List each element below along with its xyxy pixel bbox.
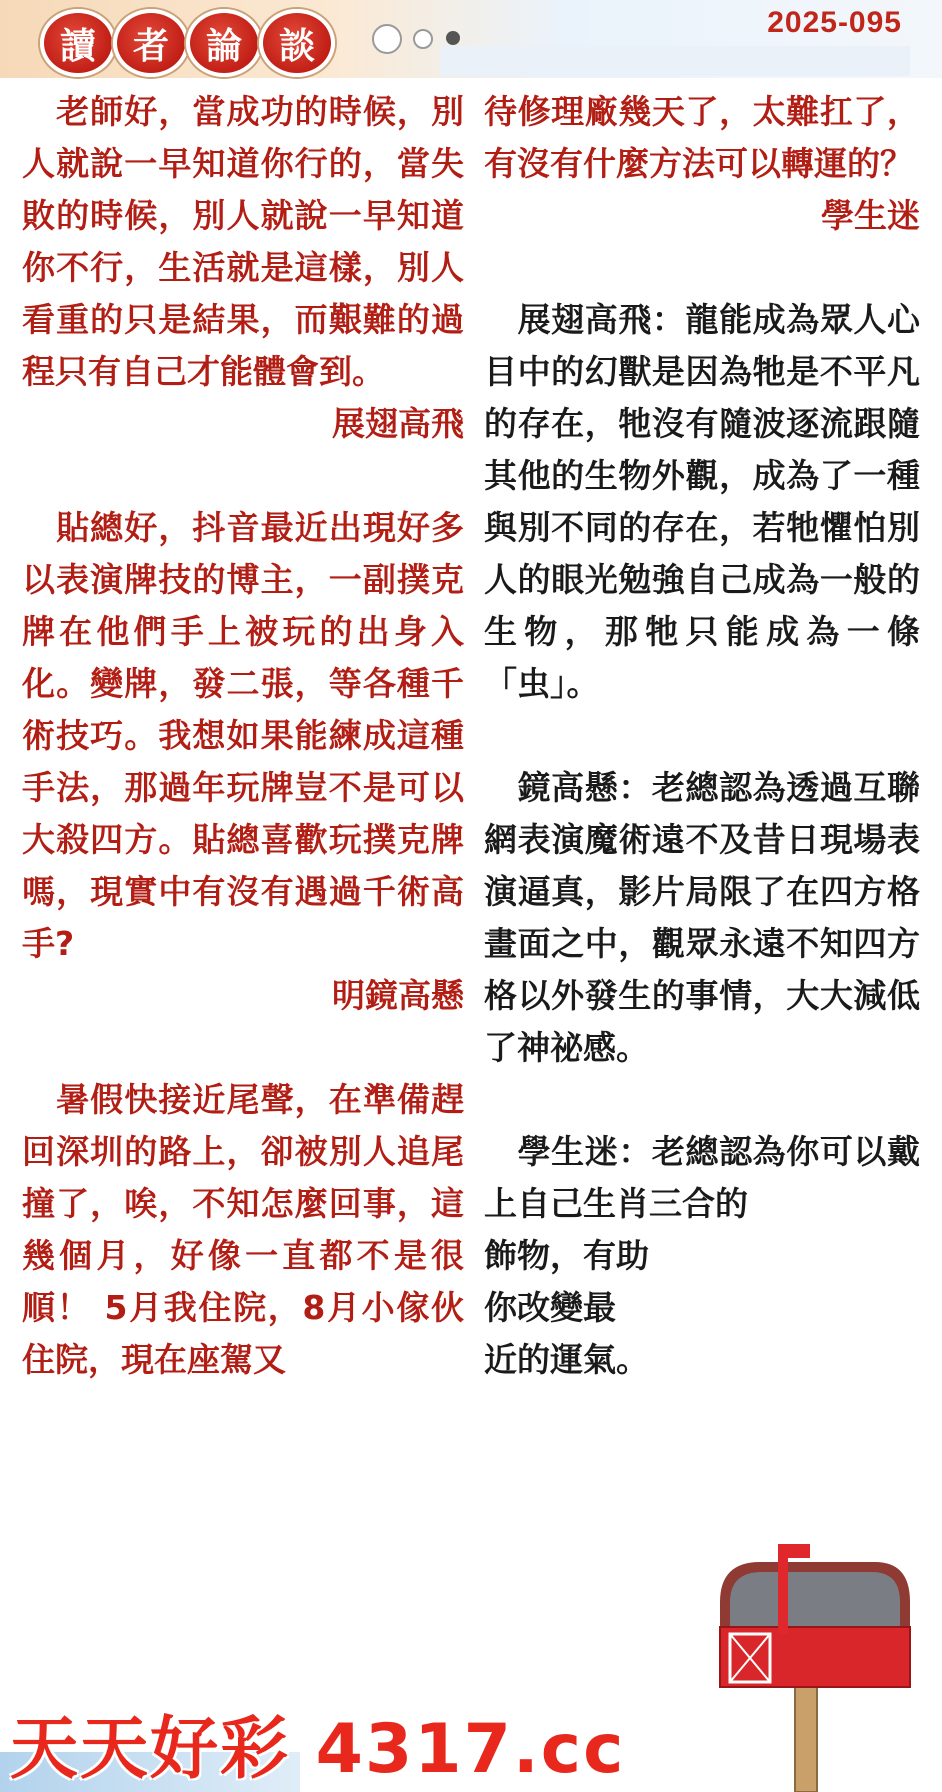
reply-3-line-1: 學生迷：老總認為你可以戴上自己生肖三合的: [484, 1132, 920, 1223]
question-1: 老師好，當成功的時候，別人就說一早知道你行的，當失敗的時候，別人就說一早知道你不行，生活就是這樣，別人看重的只是結果，而艱難的過程只有自己才能體會到。: [22, 92, 464, 391]
left-column: [22, 86, 464, 1386]
right-column: [484, 86, 920, 1386]
reply-3: [484, 1126, 920, 1386]
reply-3-line-3: 你改變最: [484, 1288, 616, 1327]
issue-number: 2025-095: [767, 6, 902, 39]
mailbox-icon: [700, 1532, 930, 1792]
question-3-end: 待修理廠幾天了，太難扛了，有沒有什麼方法可以轉運的？: [484, 92, 920, 183]
question-2: 貼總好，抖音最近出現好多以表演牌技的博主，一副撲克牌在他們手上被玩的出身入化。變牌，發二張，等各種千術技巧。我想如果能練成這種手法，那過年玩牌豈不是可以大殺四方。貼總喜歡玩撲克牌嗎，現實中有沒有遇過千術高手?: [22, 508, 464, 963]
decor-dot-small: [446, 31, 460, 45]
reply-3-line-2: 飾物，有助: [484, 1236, 649, 1275]
question-2-signature: 明鏡高懸: [332, 976, 464, 1015]
decor-dot-large: [372, 24, 402, 54]
title-badge-2: 者: [113, 9, 189, 77]
decor-dot-medium: [413, 29, 433, 49]
question-1-signature: 展翅高飛: [332, 404, 464, 443]
reply-1: 展翅高飛：龍能成為眾人心目中的幻獸是因為牠是不平凡的存在，牠沒有隨波逐流跟隨其他的生物外觀，成為了一種與別不同的存在，若牠懼怕別人的眼光勉強自己成為一般的生物，那牠只能成為一條「虫」。: [484, 300, 920, 703]
reply-3-line-4: 近的運氣。: [484, 1340, 649, 1379]
reply-2: 鏡高懸：老總認為透過互聯網表演魔術遠不及昔日現場表演逼真，影片局限了在四方格畫面之中，觀眾永遠不知四方格以外發生的事情，大大減低了神祕感。: [484, 768, 920, 1067]
question-3-signature: 學生迷: [821, 196, 920, 235]
watermark-text: 天天好彩 4317.cc: [10, 1710, 626, 1789]
title-badge-4: 談: [259, 9, 335, 77]
title-badge-1: 讀: [40, 9, 116, 77]
header-band: [440, 46, 910, 76]
title-badge-3: 論: [186, 9, 262, 77]
question-3-start: 暑假快接近尾聲，在準備趕回深圳的路上，卻被別人追尾撞了，唉，不知怎麼回事，這幾個月，好像一直都不是很順！ 5月我住院，8月小傢伙住院，現在座駕又: [22, 1080, 464, 1379]
